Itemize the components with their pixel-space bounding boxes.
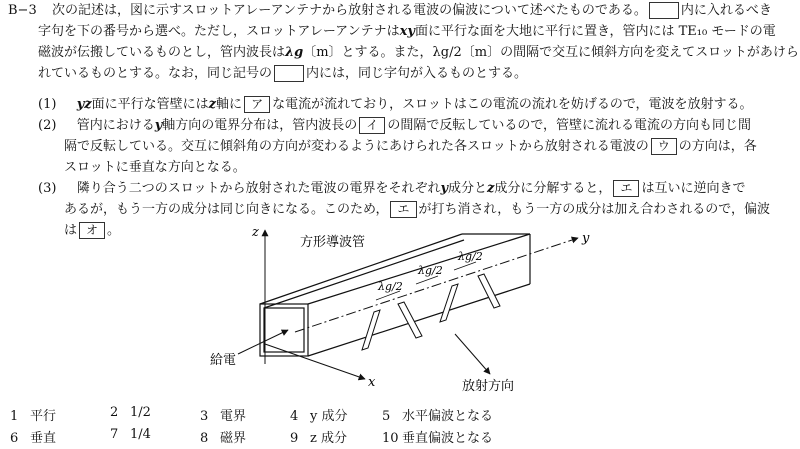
problem-line3-b: 〔m〕とする。また，λg/2〔m〕の間隔で交互に傾斜方向を変えてスロットがあけら <box>303 45 799 60</box>
option-number: 10 <box>382 431 399 446</box>
option-number: 1 <box>10 409 19 424</box>
answer-box-e: エ <box>613 180 639 197</box>
option-number: 8 <box>200 431 209 446</box>
problem-line1-a: 次の記述は，図に示すスロットアレーアンテナから放射される電波の偏波について述べたものである。 <box>52 3 647 18</box>
problem-line-4 <box>38 63 527 84</box>
option-number: 3 <box>200 409 209 424</box>
statement-text: 軸に <box>216 97 243 112</box>
option-5 <box>382 405 493 424</box>
statement-text: 成分と <box>448 181 488 196</box>
problem-line-3 <box>38 42 799 63</box>
slot <box>440 284 458 322</box>
option-text: 1/4 <box>130 427 151 442</box>
option-number: 9 <box>290 431 299 446</box>
axis-yz: yz <box>76 97 92 112</box>
statement-number: (2) <box>38 118 57 133</box>
answer-blank-box <box>274 65 304 82</box>
answer-box-o: オ <box>79 222 105 239</box>
radiation-label: 放射方向 <box>462 378 515 393</box>
statement-text: の方向は，各 <box>678 139 757 154</box>
slot <box>362 310 380 350</box>
option-9 <box>290 427 347 446</box>
axis-label-z: z <box>252 225 259 240</box>
statement-text: 軸方向の電界分布は，管内波長の <box>162 118 358 133</box>
axis-z: z <box>208 97 217 112</box>
answer-box-i: イ <box>359 117 385 134</box>
guide-wavelength: λg <box>285 45 304 60</box>
option-2 <box>110 405 151 420</box>
answer-blank-box <box>649 2 679 19</box>
axis-z: z <box>487 181 495 196</box>
statement-text: あるが，もう一方の成分は同じ向きになる。このため， <box>64 202 389 217</box>
option-text: 垂直 <box>30 431 57 446</box>
option-text: z 成分 <box>310 431 347 446</box>
spacing-label: λg/2 <box>458 250 483 263</box>
problem-line2-b: 面に平行な面を大地に平行に置き，管内には TE₁₀ モードの電 <box>414 24 776 39</box>
option-number: 7 <box>110 427 119 442</box>
problem-line-2 <box>38 21 776 42</box>
option-3 <box>200 405 246 424</box>
y-axis <box>295 238 578 332</box>
statement-text: スロットに垂直な方向となる。 <box>64 160 246 175</box>
axis-label-x: x <box>368 375 376 390</box>
problem-line4-b: 内には，同じ字句が入るものとする。 <box>306 66 528 81</box>
axis-xy: xy <box>399 24 415 39</box>
spacing-label: λg/2 <box>418 264 443 277</box>
statement-text: の間隔で反転しているので，管壁に流れる電流の方向も同じ間 <box>387 118 752 133</box>
statement-text: 成分に分解すると， <box>494 181 612 196</box>
waveguide-figure <box>200 224 600 394</box>
option-number: 2 <box>110 405 119 420</box>
figure-title: 方形導波管 <box>300 234 366 249</box>
statement-text: は <box>64 223 78 238</box>
option-6 <box>10 427 56 446</box>
statement-number: (1) <box>38 97 57 112</box>
feed-label: 給電 <box>210 352 237 367</box>
option-text: 平行 <box>30 409 57 424</box>
option-text: 1/2 <box>130 405 151 420</box>
statement-text: 面に平行な管壁には <box>91 97 209 112</box>
answer-box-u: ウ <box>651 138 677 155</box>
option-text: 電界 <box>220 409 247 424</box>
slot <box>478 274 500 308</box>
answer-box-e: エ <box>390 201 416 218</box>
statement-text: 。 <box>107 223 121 238</box>
option-number: 4 <box>290 409 299 424</box>
problem-id: B−3 <box>8 3 37 18</box>
statement-text: 隔で反転している。交互に傾斜角の方向が変わるようにあけられた各スロットから放射される電波の <box>64 139 649 154</box>
problem-line3-a: 磁波が伝搬しているものとし，管内波長は <box>38 45 286 60</box>
axis-y: y <box>440 181 449 196</box>
problem-line1-b: 内に入れるべき <box>680 3 772 18</box>
statement-text: は互いに逆向きで <box>641 181 746 196</box>
option-text: 磁界 <box>220 431 247 446</box>
option-text: 垂直偏波となる <box>402 431 494 446</box>
feed-arrow <box>238 330 288 354</box>
statement-text: 管内における <box>76 118 155 133</box>
option-8 <box>200 427 246 446</box>
answer-box-a: ア <box>244 96 270 113</box>
axis-y: y <box>154 118 163 133</box>
x-axis <box>265 344 365 379</box>
option-10 <box>382 427 493 446</box>
option-1 <box>10 405 56 424</box>
option-number: 5 <box>382 409 391 424</box>
statement-text: な電流が流れており，スロットはこの電流の流れを妨げるので，電波を放射する。 <box>272 97 753 112</box>
option-text: 水平偏波となる <box>402 409 494 424</box>
option-4 <box>290 405 347 424</box>
statement-text: 隣り合う二つのスロットから放射された電波の電界をそれぞれ <box>76 181 441 196</box>
spacing-label: λg/2 <box>378 280 403 293</box>
statement-text: が打ち消され，もう一方の成分は加え合わされるので，偏波 <box>418 202 771 217</box>
option-text: y 成分 <box>310 409 348 424</box>
radiation-arrow <box>455 334 490 374</box>
statement-number: (3) <box>38 181 57 196</box>
problem-line4-a: れているものとする。なお，同じ記号の <box>38 66 273 81</box>
option-7 <box>110 427 151 442</box>
problem-line2-a: 字句を下の番号から選べ。ただし，スロットアレーアンテナは <box>38 24 400 39</box>
axis-label-y: y <box>582 231 590 246</box>
option-number: 6 <box>10 431 19 446</box>
